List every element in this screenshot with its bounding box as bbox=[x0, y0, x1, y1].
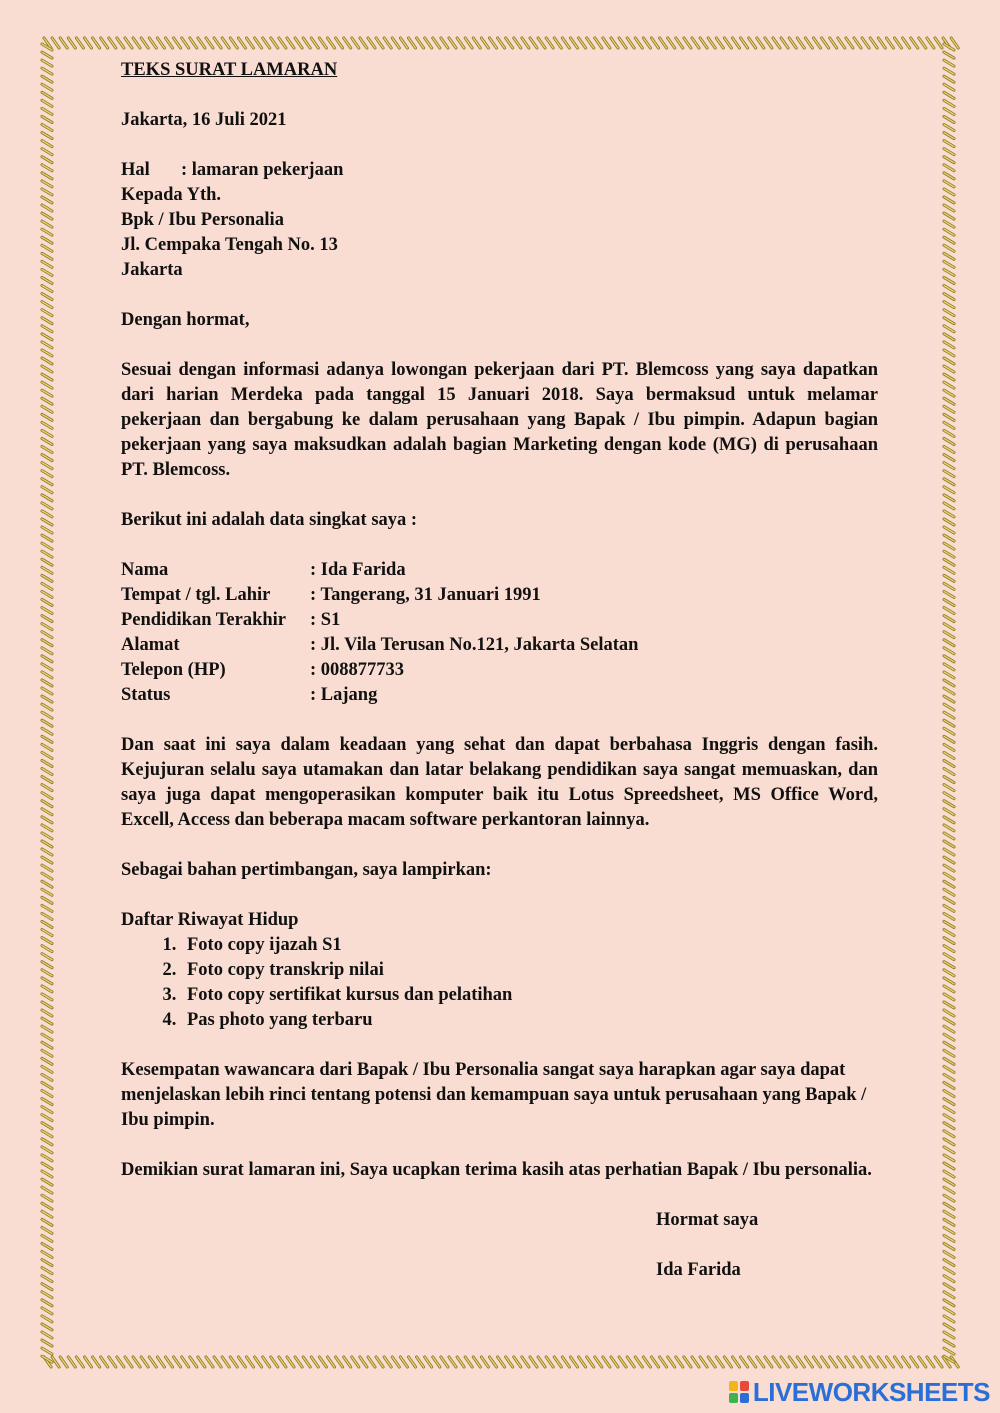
attachment-list bbox=[121, 933, 878, 1033]
application-letter bbox=[121, 58, 878, 1283]
personal-data-row bbox=[121, 608, 878, 633]
greeting: Dengan hormat, bbox=[121, 310, 250, 330]
attachment-heading: Daftar Riwayat Hidup bbox=[121, 910, 299, 930]
decorative-border-bottom bbox=[40, 1355, 962, 1369]
personal-data-value: : Jl. Vila Terusan No.121, Jakarta Selatan bbox=[310, 635, 639, 655]
signer-name: Ida Farida bbox=[656, 1260, 741, 1280]
attachment-item: 2. Foto copy transkrip nilai bbox=[181, 958, 878, 983]
personal-data-table bbox=[121, 558, 878, 708]
attachment-item: 3. Foto copy sertifikat kursus dan pelatihan bbox=[181, 983, 878, 1008]
recipient-line: Jl. Cempaka Tengah No. 13 bbox=[121, 235, 338, 255]
personal-data-row bbox=[121, 583, 878, 608]
attachment-intro: Sebagai bahan pertimbangan, saya lampirkan: bbox=[121, 860, 492, 880]
intro-paragraph: Sesuai dengan informasi adanya lowongan pekerjaan dari PT. Blemcoss yang saya dapatkan dari harian Merdeka pada tanggal 15 Januari 2018. Saya bermaksud untuk melamar pekerjaan dan bergabung ke dalam perusahaan yang Bapak / Ibu pimpin. Adapun bagian pekerjaan yang saya maksudkan adalah bagian Marketing dengan kode (MG) di perusahaan PT. Blemcoss. bbox=[121, 360, 878, 480]
decorative-border-right bbox=[942, 40, 956, 1368]
subject-label: Hal bbox=[121, 160, 150, 180]
attachment-item: 4. Pas photo yang terbaru bbox=[181, 1008, 878, 1033]
letter-date: Jakarta, 16 Juli 2021 bbox=[121, 110, 287, 130]
recipient-line: Bpk / Ibu Personalia bbox=[121, 210, 284, 230]
logo-text: LIVEWORKSHEETS bbox=[752, 1376, 990, 1407]
personal-data-label: Nama bbox=[121, 560, 169, 580]
liveworksheets-logo[interactable] bbox=[729, 1377, 990, 1407]
personal-data-row bbox=[121, 683, 878, 708]
recipient-line: Jakarta bbox=[121, 260, 183, 280]
closing-paragraph: Demikian surat lamaran ini, Saya ucapkan terima kasih atas perhatian Bapak / Ibu personalia. bbox=[121, 1160, 872, 1180]
personal-data-value: : Tangerang, 31 Januari 1991 bbox=[310, 585, 541, 605]
personal-data-row bbox=[121, 558, 878, 583]
data-intro: Berikut ini adalah data singkat saya : bbox=[121, 510, 418, 530]
personal-data-value: : 008877733 bbox=[310, 660, 405, 680]
decorative-border-left bbox=[40, 40, 54, 1368]
attachment-item: 1. Foto copy ijazah S1 bbox=[181, 933, 878, 958]
personal-data-label: Telepon (HP) bbox=[121, 660, 226, 680]
worksheet-logo-icon bbox=[729, 1381, 749, 1403]
personal-data-row bbox=[121, 658, 878, 683]
subject-line bbox=[121, 158, 878, 183]
personal-data-label: Alamat bbox=[121, 635, 180, 655]
personal-data-value: : S1 bbox=[310, 610, 341, 630]
personal-data-row bbox=[121, 633, 878, 658]
recipient-line: Kepada Yth. bbox=[121, 185, 222, 205]
personal-data-label: Pendidikan Terakhir bbox=[121, 610, 287, 630]
personal-data-label: Tempat / tgl. Lahir bbox=[121, 585, 271, 605]
personal-data-value: : Lajang bbox=[310, 685, 378, 705]
decorative-border-top bbox=[40, 36, 962, 50]
personal-data-label: Status bbox=[121, 685, 171, 705]
subject-value: : lamaran pekerjaan bbox=[181, 160, 344, 180]
personal-data-value: : Ida Farida bbox=[310, 560, 406, 580]
qualifications-paragraph: Dan saat ini saya dalam keadaan yang sehat dan dapat berbahasa Inggris dengan fasih. Kejujuran selalu saya utamakan dan latar belakang pendidikan saya sangat memuaskan, dan saya juga dapat mengoperasikan komputer baik itu Lotus Spreedsheet, MS Office Word, Excell, Access dan beberapa macam software perkantoran lainnya. bbox=[121, 735, 878, 830]
letter-title: TEKS SURAT LAMARAN bbox=[121, 60, 338, 80]
interview-paragraph: Kesempatan wawancara dari Bapak / Ibu Personalia sangat saya harapkan agar saya dapat menjelaskan lebih rinci tentang potensi dan kemampuan saya untuk perusahaan yang Bapak / Ibu pimpin. bbox=[121, 1060, 867, 1130]
sign-off: Hormat saya bbox=[656, 1210, 759, 1230]
